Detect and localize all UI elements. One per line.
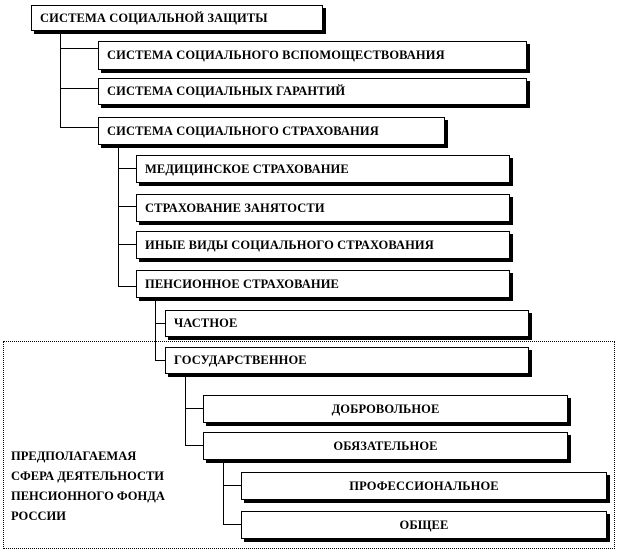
node-mandatory: ОБЯЗАТЕЛЬНОЕ	[203, 432, 568, 460]
zone-label-line-1: ПРЕДПОЛАГАЕМАЯ	[11, 449, 137, 463]
node-social-assistance-system: СИСТЕМА СОЦИАЛЬНОГО ВСПОМОЩЕСТВОВАНИЯ	[98, 41, 527, 70]
node-other-social-insurance: ИНЫЕ ВИДЫ СОЦИАЛЬНОГО СТРАХОВАНИЯ	[136, 231, 510, 259]
connector-root-trunk	[60, 30, 61, 127]
connector-insurance-trunk	[118, 145, 119, 286]
connector-state-mandatory	[185, 445, 203, 446]
connector-pension-private	[155, 323, 165, 324]
node-pension-insurance: ПЕНСИОННОЕ СТРАХОВАНИЕ	[136, 270, 510, 298]
connector-insurance-medical	[118, 168, 136, 169]
connector-state-trunk	[185, 374, 186, 445]
node-social-guarantees-system: СИСТЕМА СОЦИАЛЬНЫХ ГАРАНТИЙ	[98, 78, 527, 105]
connector-root-insurance	[60, 127, 98, 128]
node-state: ГОСУДАРСТВЕННОЕ	[165, 347, 529, 374]
node-employment-insurance: СТРАХОВАНИЕ ЗАНЯТОСТИ	[136, 194, 510, 222]
connector-root-guarantees	[60, 88, 98, 89]
connector-root-assistance	[60, 48, 98, 49]
connector-pension-trunk	[155, 298, 156, 360]
node-voluntary: ДОБРОВОЛЬНОЕ	[203, 395, 568, 423]
pension-fund-zone-label	[11, 446, 165, 526]
node-social-protection-system: СИСТЕМА СОЦИАЛЬНОЙ ЗАЩИТЫ	[31, 5, 323, 31]
connector-insurance-other	[118, 244, 136, 245]
node-social-insurance-system: СИСТЕМА СОЦИАЛЬНОГО СТРАХОВАНИЯ	[98, 117, 445, 145]
connector-mandatory-professional	[223, 485, 241, 486]
zone-label-line-2: СФЕРА ДЕЯТЕЛЬНОСТИ	[11, 469, 165, 483]
connector-mandatory-trunk	[223, 458, 224, 524]
node-general: ОБЩЕЕ	[241, 511, 607, 539]
zone-label-line-4: РОССИИ	[11, 509, 66, 523]
connector-pension-state	[155, 360, 165, 361]
connector-insurance-employment	[118, 206, 136, 207]
node-private: ЧАСТНОЕ	[165, 310, 529, 337]
connector-state-voluntary	[185, 408, 203, 409]
node-professional: ПРОФЕССИОНАЛЬНОЕ	[241, 472, 607, 500]
connector-insurance-pension	[118, 286, 136, 287]
connector-mandatory-general	[223, 524, 241, 525]
zone-label-line-3: ПЕНСИОННОГО ФОНДА	[11, 489, 165, 503]
node-medical-insurance: МЕДИЦИНСКОЕ СТРАХОВАНИЕ	[136, 155, 510, 183]
